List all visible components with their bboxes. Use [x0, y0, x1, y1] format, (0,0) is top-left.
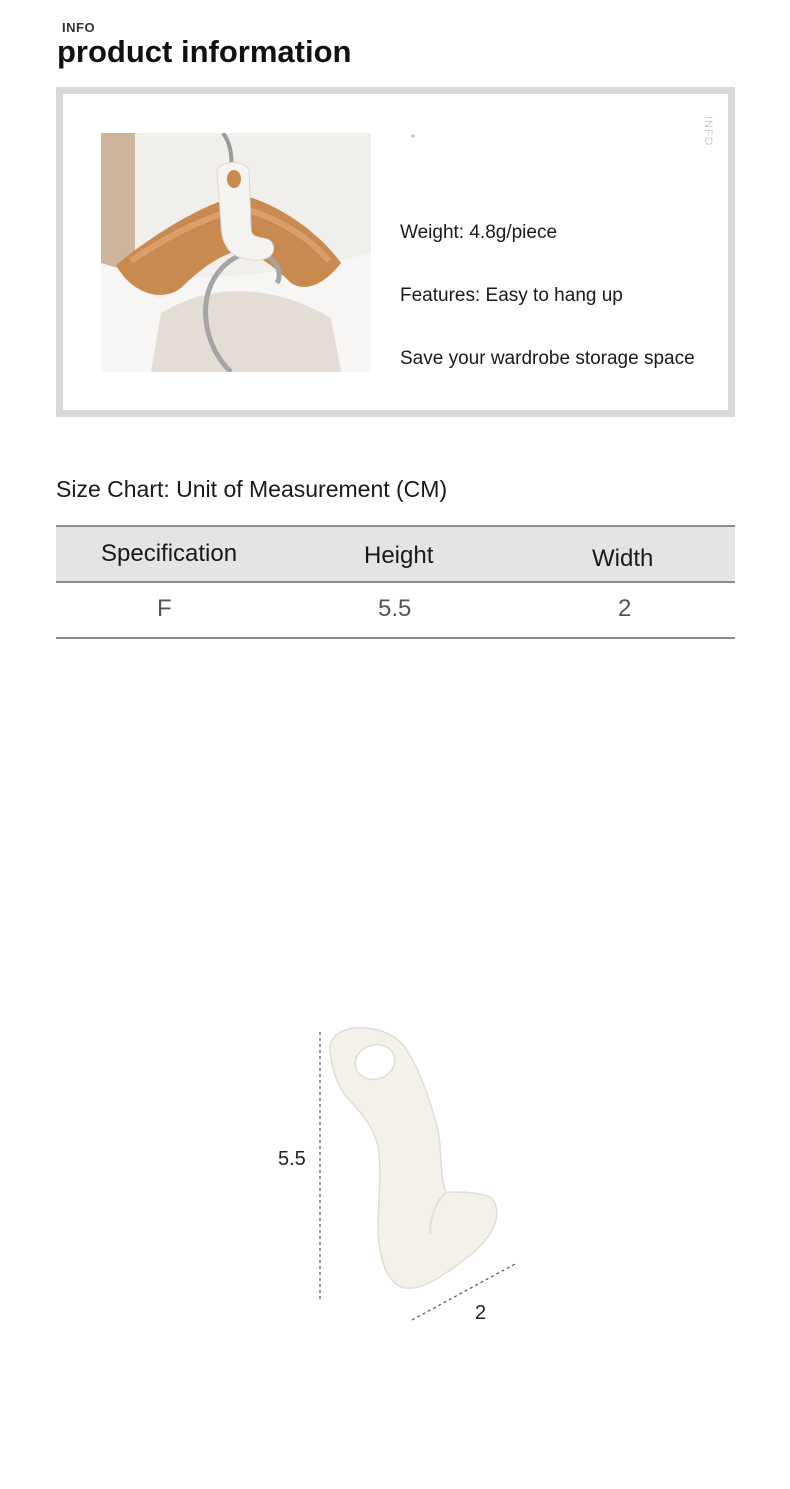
cell-specification: F [157, 595, 172, 622]
product-info-card [56, 87, 735, 417]
decor-dot [411, 134, 415, 138]
cell-width: 2 [618, 595, 632, 622]
height-dimension-label: 5.5 [278, 1148, 306, 1170]
hook-dimension-diagram [260, 1020, 540, 1340]
cell-height: 5.5 [378, 595, 412, 622]
width-dimension-label: 2 [475, 1302, 487, 1324]
vertical-info-tag: INFO [702, 116, 714, 147]
column-header-height: Height [364, 542, 434, 569]
feature-hang: Features: Easy to hang up [400, 285, 623, 306]
section-eyebrow: INFO [62, 20, 96, 35]
size-chart-heading: Size Chart: Unit of Measurement (CM) [56, 476, 448, 502]
column-header-specification: Specification [101, 540, 238, 567]
size-table [56, 525, 735, 639]
product-photo [101, 133, 371, 372]
feature-storage: Save your wardrobe storage space [400, 348, 695, 369]
feature-weight: Weight: 4.8g/piece [400, 222, 558, 243]
table-row [56, 583, 735, 639]
page-title: product information [57, 34, 352, 69]
column-header-width: Width [592, 545, 654, 572]
hook-illustration [260, 1020, 540, 1340]
table-header-row [56, 525, 735, 583]
